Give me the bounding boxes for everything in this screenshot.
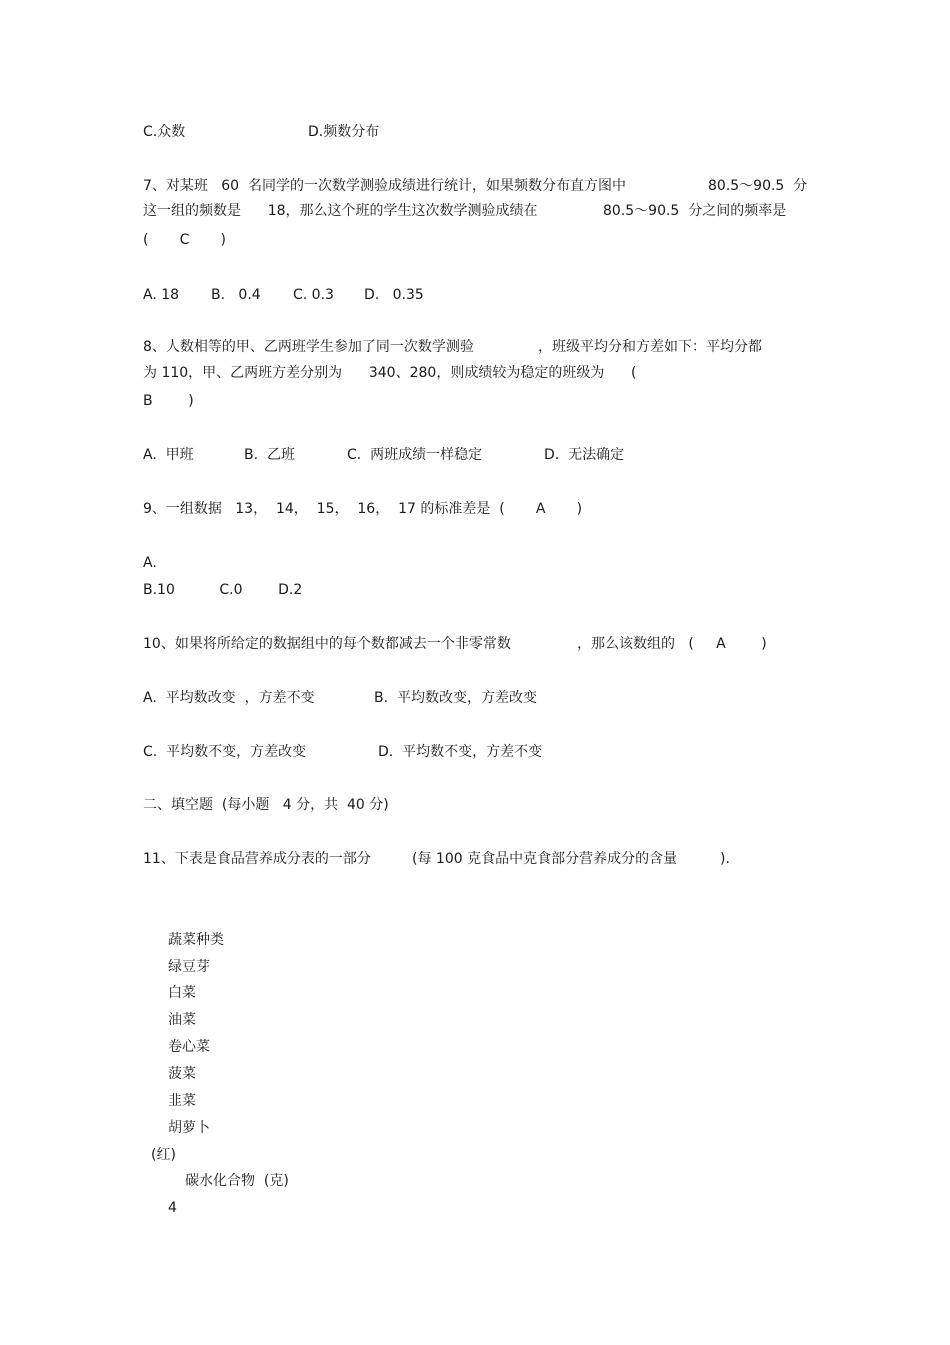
table-header-carbohydrate: 碳水化合物 (克) xyxy=(185,1173,289,1189)
table-row-vegetable: 油菜 xyxy=(168,1012,196,1028)
q11-text-b: (每 100 克食品中克食部分营养成分的含量 xyxy=(412,851,678,867)
q7-option-a: A. 18 xyxy=(143,287,180,303)
q8-option-d: D. 无法确定 xyxy=(544,447,625,463)
q9-text: 9、一组数据 13， 14， 15， 16， 17 的标准差是 ( A ) xyxy=(143,501,583,517)
q9-options-bcd: B.10 C.0 D.2 xyxy=(143,582,303,598)
table-row-vegetable: 胡萝卜 xyxy=(168,1120,210,1136)
table-cell-value: 4 xyxy=(168,1200,177,1216)
q8-option-b: B. 乙班 xyxy=(244,447,295,463)
q7-text-line1a: 7、对某班 60 名同学的一次数学测验成绩进行统计，如果频数分布直方图中 xyxy=(143,178,626,194)
table-row-vegetable-note: (红) xyxy=(151,1147,176,1163)
q10-option-d: D. 平均数不变，方差不变 xyxy=(378,744,543,760)
q10-text-b: ，那么该数组的 ( A ) xyxy=(577,636,767,652)
q6-option-c: C.众数 xyxy=(143,124,186,140)
q6-option-d: D.频数分布 xyxy=(308,124,380,140)
table-row-vegetable: 卷心菜 xyxy=(168,1039,210,1055)
q8-option-c: C. 两班成绩一样稳定 xyxy=(347,447,483,463)
q9-option-a: A. xyxy=(143,555,157,571)
q8-answer: B ) xyxy=(143,393,194,409)
q8-text-line1a: 8、人数相等的甲、乙两班学生参加了同一次数学测验 xyxy=(143,339,474,355)
section-heading-fill-in: 二、填空题 (每小题 4 分，共 40 分) xyxy=(143,797,389,813)
q11-text-a: 11、下表是食品营养成分表的一部分 xyxy=(143,851,371,867)
table-header-vegetable-type: 蔬菜种类 xyxy=(168,932,224,948)
q10-option-c: C. 平均数不变，方差改变 xyxy=(143,744,307,760)
q10-option-a: A. 平均数改变 ，方差不变 xyxy=(143,690,315,706)
q7-option-b: B. 0.4 xyxy=(211,287,261,303)
table-row-vegetable: 白菜 xyxy=(168,985,196,1001)
q8-text-line2: 为 110，甲、乙两班方差分别为 340、280，则成绩较为稳定的班级为 ( xyxy=(143,365,637,381)
q10-option-b: B. 平均数改变，方差改变 xyxy=(374,690,537,706)
q8-option-a: A. 甲班 xyxy=(143,447,194,463)
q7-text-line2a: 这一组的频数是 18，那么这个班的学生这次数学测验成绩在 xyxy=(143,203,538,219)
q11-text-c: ). xyxy=(720,851,730,867)
table-row-vegetable: 绿豆芽 xyxy=(168,959,210,975)
q7-text-line1b: 80.5～90.5 分 xyxy=(708,178,808,194)
q7-option-d: D. 0.35 xyxy=(364,287,424,303)
q7-text-line2b: 80.5～90.5 分之间的频率是 xyxy=(603,203,787,219)
table-row-vegetable: 韭菜 xyxy=(168,1093,196,1109)
q8-text-line1b: ，班级平均分和方差如下：平均分都 xyxy=(538,339,762,355)
q7-answer: ( C ) xyxy=(143,232,227,248)
q7-option-c: C. 0.3 xyxy=(293,287,334,303)
table-row-vegetable: 菠菜 xyxy=(168,1066,196,1082)
q10-text-a: 10、如果将所给定的数据组中的每个数都减去一个非零常数 xyxy=(143,636,511,652)
